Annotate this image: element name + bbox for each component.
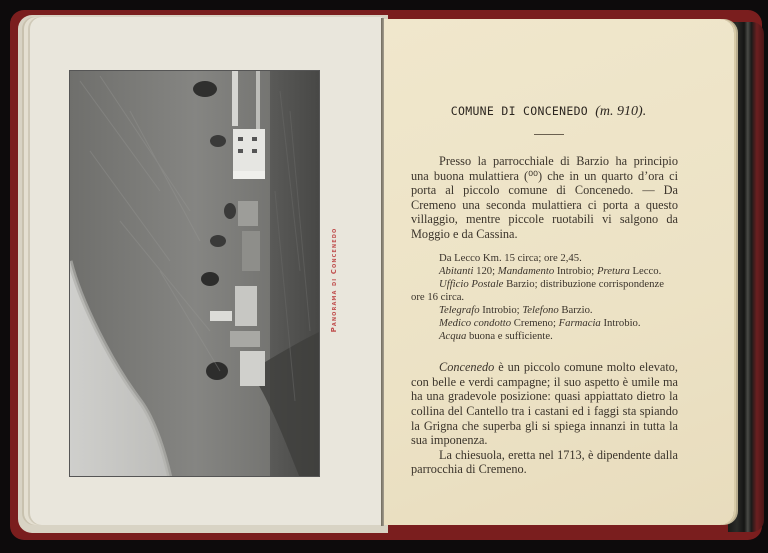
fact-distance: Da Lecco Km. 15 circa; ore 2,45.	[439, 251, 582, 264]
title-divider	[534, 134, 564, 135]
fact-doctor: Medico condotto Cremeno; Farmacia Introbio.	[439, 317, 641, 330]
panorama-photo	[69, 70, 320, 477]
paragraph-access: Presso la parrocchiale di Barzio ha principio una buona mulattiera (⁰⁰) che in un quarto d’ora ci porta al piccolo comune di Concenedo. — Da Cremeno una seconda mulattiera ci porta a questo villaggio, mentre piccole ruotabili vi salgono da Moggio e da Cassina.	[411, 154, 678, 241]
facts-block	[411, 252, 678, 344]
fact-population: Abitanti 120; Mandamento Introbio; Pretura Lecco.	[439, 264, 662, 277]
title-altitude: (m. 910).	[595, 104, 647, 119]
photo-illustration	[70, 71, 320, 477]
book-gutter	[381, 18, 384, 526]
paragraph-description: Concenedo è un piccolo comune molto elevato, con belle e verdi campagne; il suo aspetto è umile ma ha una gradevole posizione: quasi appiattato dietro la collina del Cantello tra i castani ed i faggi sta spiando la Grigna che superba gli si spiega innanzi in tutta la sua imponenza.	[411, 360, 678, 448]
plate-caption-text: Panorama di Concenedo	[330, 227, 338, 333]
fact-post-office-cont: ore 16 circa.	[411, 290, 465, 303]
fact-telegraph: Telegrafo Introbio; Telefono Barzio.	[439, 303, 593, 316]
plate-caption	[327, 218, 341, 342]
fact-water: Acqua buona e sufficiente.	[439, 330, 553, 343]
fact-post-office: Ufficio Postale Barzio; distribuzione corrispondenze	[439, 277, 664, 290]
paragraph-church: La chiesuola, eretta nel 1713, è dipendente dalla parrocchia di Cremeno.	[411, 447, 678, 477]
title-main: COMUNE DI CONCENEDO	[450, 104, 589, 118]
right-page-text	[411, 104, 678, 477]
page-title	[419, 104, 678, 120]
